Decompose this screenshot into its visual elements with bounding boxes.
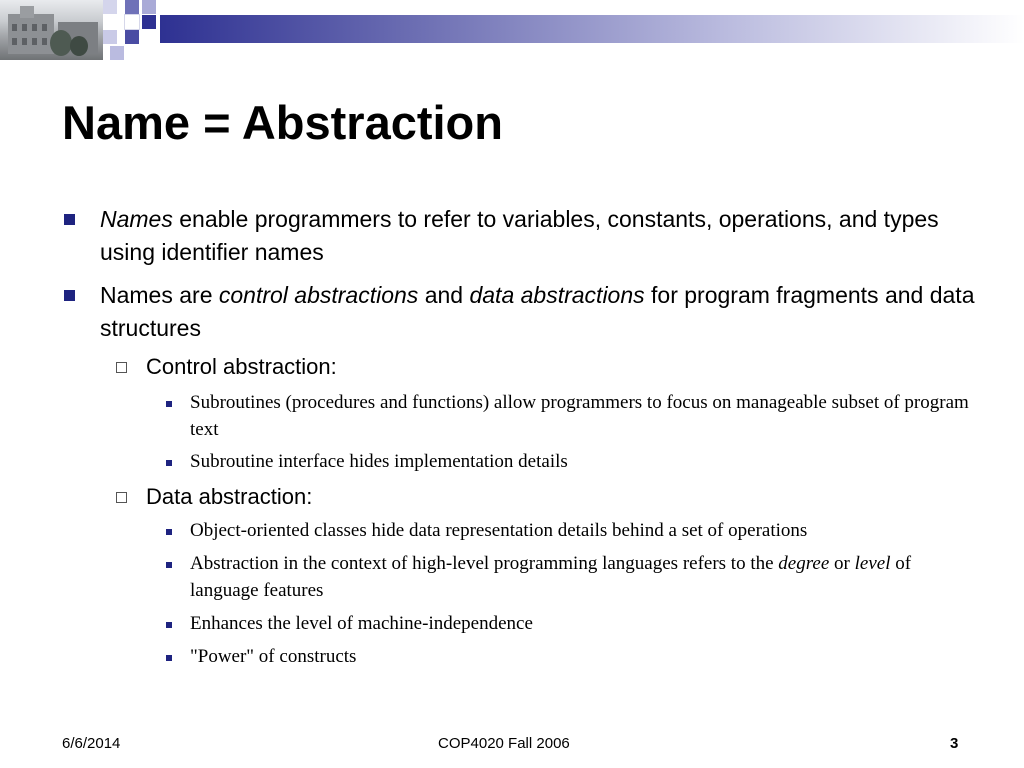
bullet-square-icon <box>64 290 75 301</box>
slide-title: Name = Abstraction <box>62 96 503 149</box>
decor-square <box>125 15 139 29</box>
bullet-names <box>100 203 980 269</box>
small-square-icon <box>166 401 172 407</box>
footer-course: COP4020 Fall 2006 <box>438 735 570 752</box>
header-gradient-band <box>160 15 1024 43</box>
decor-square <box>110 46 124 60</box>
decor-square <box>125 0 139 14</box>
small-square-icon <box>166 622 172 628</box>
sub-item-subroutines: Subroutines (procedures and functions) allow programmers to focus on manageable subset of program text <box>190 392 969 440</box>
footer-date: 6/6/2014 <box>62 735 121 752</box>
header-banner <box>0 0 1024 62</box>
small-square-icon <box>166 562 172 568</box>
sub-item-interface: Subroutine interface hides implementation details <box>190 451 568 472</box>
footer-page-number: 3 <box>950 735 959 752</box>
campus-building-photo <box>0 0 103 60</box>
italic-control-abstractions: control abstractions <box>218 282 419 308</box>
sub-item-abstraction-degree <box>190 550 980 604</box>
bullet-abstractions <box>100 279 980 345</box>
bullet-text: Names are <box>100 282 219 308</box>
hollow-square-icon <box>116 362 127 373</box>
sub-item-oo-classes: Object-oriented classes hide data representation details behind a set of operations <box>190 520 808 541</box>
hollow-square-icon <box>116 492 127 503</box>
sub-item-text: of language features <box>190 553 912 601</box>
small-square-icon <box>166 460 172 466</box>
sub-item-machine-independence: Enhances the level of machine-independence <box>190 613 533 634</box>
sub-bullet-control: Control abstraction: <box>146 354 337 379</box>
decor-square <box>103 0 117 14</box>
decor-square <box>125 30 139 44</box>
sub-item-power: "Power" of constructs <box>190 646 357 667</box>
bullet-square-icon <box>64 214 75 225</box>
sub-item-text: or <box>829 553 855 574</box>
small-square-icon <box>166 529 172 535</box>
bullet-text: for program fragments and data structures <box>100 282 975 341</box>
small-square-icon <box>166 655 172 661</box>
decor-square <box>142 15 156 29</box>
sub-bullet-data: Data abstraction: <box>146 484 313 509</box>
sub-item-text: Abstraction in the context of high-level programming languages refers to the <box>190 553 779 574</box>
bullet-text: enable programmers to refer to variables, constants, operations, and types using identifier names <box>100 206 939 265</box>
decor-square <box>142 0 156 14</box>
italic-names: Names <box>100 206 173 232</box>
italic-level: level <box>854 553 891 574</box>
italic-data-abstractions: data abstractions <box>469 282 645 308</box>
decor-square <box>103 30 117 44</box>
bullet-text: and <box>418 282 470 308</box>
italic-degree: degree <box>778 553 830 574</box>
